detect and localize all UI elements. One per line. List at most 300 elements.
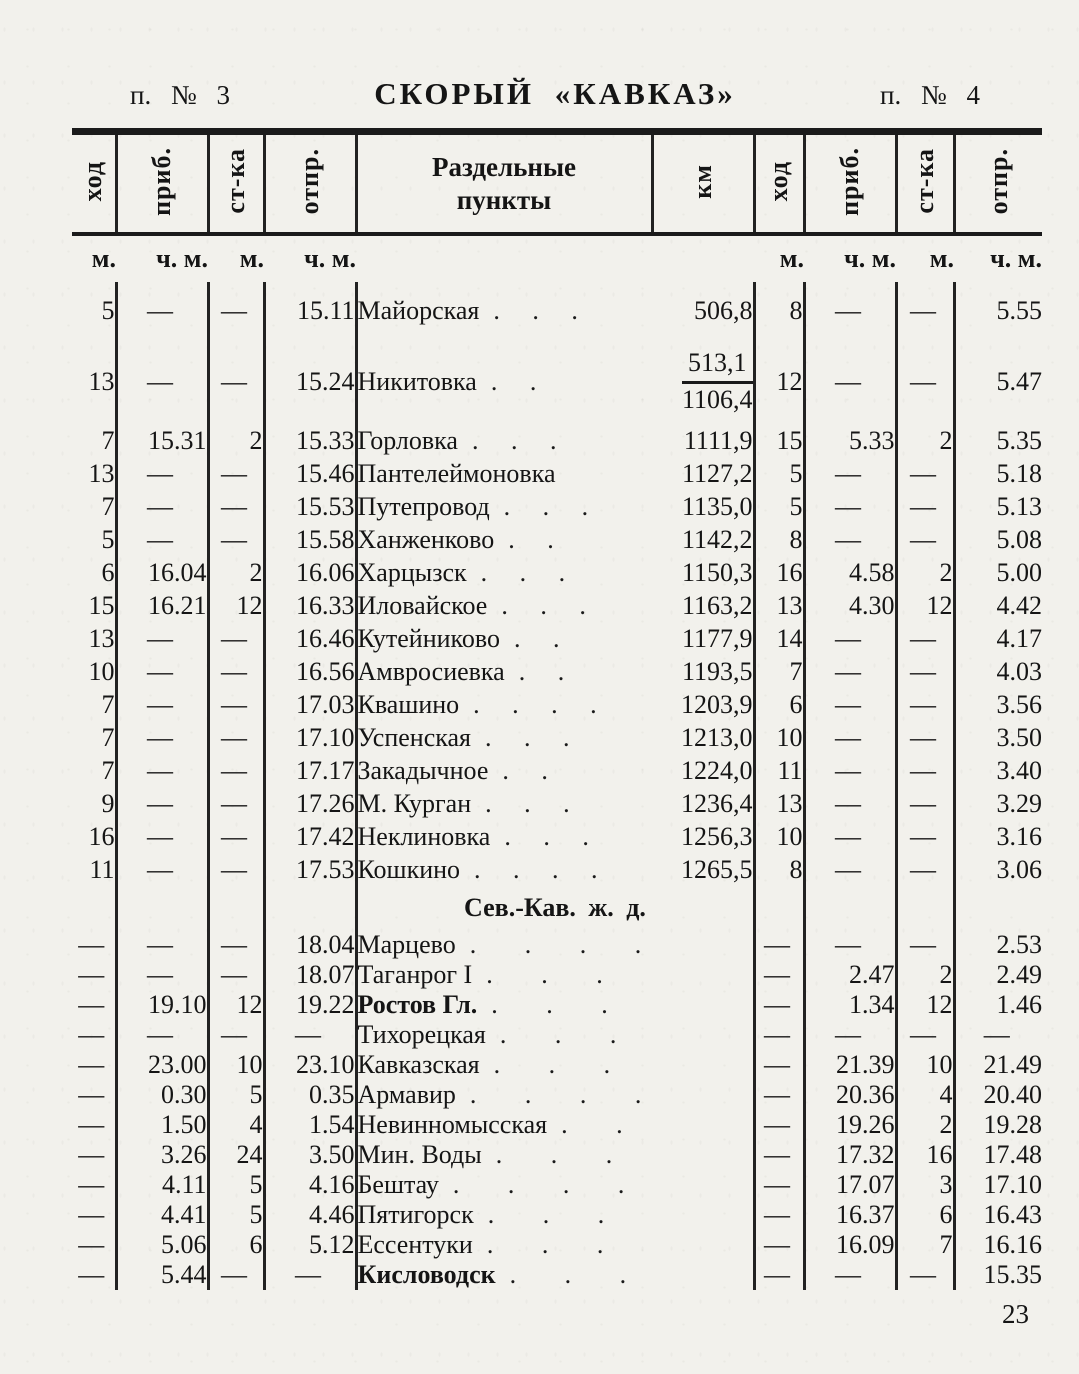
cell-run-left: —	[72, 1080, 116, 1110]
cell-empty	[754, 886, 804, 930]
cell-stop-left: —	[208, 787, 264, 820]
cell-departure-left: 16.33	[264, 589, 356, 622]
cell-run-left: 15	[72, 589, 116, 622]
col-header-run-left	[72, 135, 116, 234]
station-row	[72, 1170, 1042, 1200]
cell-arrival-right: —	[804, 340, 896, 424]
cell-km: 1193,5	[652, 655, 754, 688]
col-header-arrive-right	[804, 135, 896, 234]
cell-km: 1203,9	[652, 688, 754, 721]
cell-stop-left: 5	[208, 1200, 264, 1230]
cell-station-name	[356, 1110, 652, 1140]
cell-stop-left: 12	[208, 589, 264, 622]
station-row	[72, 622, 1042, 655]
cell-arrival-right: —	[804, 655, 896, 688]
cell-arrival-left: —	[116, 282, 208, 340]
cell-station-name	[356, 622, 652, 655]
cell-run-left: 5	[72, 523, 116, 556]
train-number-right: п. № 4	[880, 80, 980, 110]
station-row	[72, 990, 1042, 1020]
cell-stop-right: —	[896, 655, 954, 688]
stop-label: ст-ка	[910, 148, 939, 214]
cell-km: 1224,0	[652, 754, 754, 787]
station-name: Кисловодск	[357, 1260, 496, 1289]
cell-departure-right: 2.53	[996, 930, 1042, 959]
cell-run-right: —	[754, 1140, 804, 1170]
col-header-stop-right	[896, 135, 954, 234]
cell-departure-right: 19.28	[983, 1110, 1042, 1139]
cell-stop-left: —	[208, 688, 264, 721]
station-name: Кошкино	[357, 854, 461, 884]
cell-arrival-left: —	[116, 622, 208, 655]
cell-departure-left: 15.53	[264, 490, 356, 523]
cell-stop-left: 24	[208, 1140, 264, 1170]
cell-station-name	[356, 1020, 652, 1050]
cell-stop-left: —	[208, 754, 264, 787]
station-row	[72, 424, 1042, 457]
col-header-depart-right	[954, 135, 1042, 234]
cell-station-name	[356, 340, 652, 424]
station-row	[72, 721, 1042, 754]
station-row	[72, 589, 1042, 622]
cell-station-name	[356, 655, 652, 688]
cell-run-left: —	[72, 930, 116, 960]
cell-departure-right: 20.40	[983, 1080, 1042, 1109]
cell-arrival-left: 16.21	[116, 589, 208, 622]
cell-run-right: 12	[754, 340, 804, 424]
cell-km: 1150,3	[652, 556, 754, 589]
cell-stop-left: —	[208, 721, 264, 754]
cell-stop-left: —	[208, 853, 264, 886]
cell-run-left: 13	[72, 340, 116, 424]
cell-station-name	[356, 1140, 652, 1170]
cell-departure-right: 5.55	[996, 296, 1042, 325]
cell-stop-left: —	[208, 1260, 264, 1290]
cell-station-name	[356, 1170, 652, 1200]
cell-km	[652, 1170, 754, 1200]
cell-station-name	[356, 820, 652, 853]
cell-departure-right: 21.49	[983, 1050, 1042, 1079]
km-lower: 1106,4	[681, 385, 753, 414]
unit-arrive-right: ч. м.	[844, 244, 896, 273]
cell-km	[652, 1080, 754, 1110]
cell-empty	[116, 886, 208, 930]
arrive-label: приб.	[147, 146, 176, 216]
leader-dots: . .	[561, 1110, 623, 1139]
cell-run-right: —	[754, 1260, 804, 1290]
station-name: Путепровод	[357, 491, 490, 521]
station-row	[72, 930, 1042, 960]
cell-departure-left: 16.56	[264, 655, 356, 688]
units-row	[72, 234, 1042, 282]
cell-station-name	[356, 589, 652, 622]
cell-arrival-right: 2.47	[804, 960, 896, 990]
cell-run-right: 7	[754, 655, 804, 688]
cell-departure-right: 17.10	[983, 1170, 1042, 1199]
station-name: Харцызск	[357, 557, 467, 587]
cell-stop-right: —	[896, 688, 954, 721]
cell-arrival-right: —	[804, 490, 896, 523]
station-row	[72, 787, 1042, 820]
run-label: ход	[764, 160, 793, 202]
cell-arrival-left: 15.31	[116, 424, 208, 457]
leader-dots: . . .	[484, 722, 570, 752]
cell-station-name	[356, 721, 652, 754]
cell-station-name	[356, 853, 652, 886]
cell-arrival-right: 17.07	[804, 1170, 896, 1200]
cell-run-right: —	[754, 990, 804, 1020]
cell-stop-left: —	[208, 820, 264, 853]
cell-arrival-left: 5.44	[116, 1260, 208, 1290]
cell-departure-left: 4.16	[264, 1170, 356, 1200]
cell-run-left: 7	[72, 424, 116, 457]
leader-dots: . . .	[480, 557, 566, 587]
cell-arrival-right: 1.34	[804, 990, 896, 1020]
cell-arrival-right: 17.32	[804, 1140, 896, 1170]
leader-dots: . .	[513, 623, 560, 653]
cell-departure-left: 0.35	[264, 1080, 356, 1110]
run-label: ход	[78, 160, 108, 202]
station-name: Ессентуки	[357, 1230, 473, 1259]
cell-run-left: —	[72, 1050, 116, 1080]
unit-stop-left: м.	[239, 244, 264, 273]
cell-arrival-right: —	[804, 1260, 896, 1290]
cell-run-left: —	[72, 1110, 116, 1140]
unit-spacer	[356, 234, 652, 282]
cell-departure-right: 5.35	[996, 425, 1042, 455]
cell-departure-left: 16.46	[264, 622, 356, 655]
cell-station-name	[356, 787, 652, 820]
station-row	[72, 282, 1042, 340]
cell-arrival-left: —	[116, 820, 208, 853]
cell-stop-right: 10	[896, 1050, 954, 1080]
cell-stop-left: —	[208, 282, 264, 340]
cell-km	[652, 1050, 754, 1080]
cell-run-left: —	[72, 1170, 116, 1200]
cell-departure-left: 17.42	[264, 820, 356, 853]
cell-km: 1265,5	[652, 853, 754, 886]
unit-arrive-left: ч. м.	[156, 244, 208, 273]
cell-stop-left: 2	[208, 424, 264, 457]
cell-run-left: 7	[72, 688, 116, 721]
cell-station-name	[356, 990, 652, 1020]
station-name: Квашино	[357, 689, 460, 719]
cell-departure-right: 4.42	[996, 590, 1042, 620]
cell-station-name	[356, 754, 652, 787]
station-name: Таганрог I	[357, 960, 473, 989]
cell-km	[652, 1260, 754, 1290]
top-rule	[72, 128, 1042, 135]
station-name: Майорская	[357, 296, 480, 325]
cell-arrival-left: 4.11	[116, 1170, 208, 1200]
cell-stop-right: —	[896, 853, 954, 886]
cell-departure-left: 15.46	[264, 457, 356, 490]
cell-stop-right: —	[896, 490, 954, 523]
cell-station-name	[356, 457, 652, 490]
cell-departure-left: 17.26	[264, 787, 356, 820]
cell-departure-right: 3.56	[996, 689, 1042, 719]
leader-dots: . . .	[493, 1050, 611, 1079]
col-header-stations	[356, 135, 652, 234]
cell-km: 1236,4	[652, 787, 754, 820]
leader-dots: . . .	[493, 296, 578, 325]
station-row	[72, 1230, 1042, 1260]
cell-arrival-left: —	[116, 457, 208, 490]
cell-stop-right: 2	[896, 1110, 954, 1140]
cell-run-left: 16	[72, 820, 116, 853]
cell-run-right: 14	[754, 622, 804, 655]
cell-arrival-right: —	[804, 754, 896, 787]
station-row	[72, 523, 1042, 556]
cell-arrival-left: —	[116, 688, 208, 721]
cell-arrival-right: —	[804, 523, 896, 556]
cell-departure-right: 3.50	[996, 722, 1042, 752]
station-name: Никитовка	[357, 367, 477, 396]
cell-departure-left: 15.33	[264, 424, 356, 457]
cell-arrival-right: 4.58	[804, 556, 896, 589]
section-label: Сев.-Кав. ж. д.	[356, 886, 754, 930]
cell-departure-left: 23.10	[264, 1050, 356, 1080]
stop-label: ст-ка	[221, 148, 250, 214]
cell-station-name	[356, 1080, 652, 1110]
leader-dots: . . .	[491, 990, 608, 1019]
cell-station-name	[356, 1230, 652, 1260]
cell-run-left: 7	[72, 721, 116, 754]
station-row	[72, 960, 1042, 990]
cell-run-left: 7	[72, 490, 116, 523]
cell-run-left: —	[72, 1200, 116, 1230]
station-row	[72, 820, 1042, 853]
cell-km: 1142,2	[652, 523, 754, 556]
cell-station-name	[356, 523, 652, 556]
cell-departure-right: 16.43	[983, 1200, 1042, 1229]
cell-departure-left: 4.46	[264, 1200, 356, 1230]
cell-km	[652, 930, 754, 960]
cell-departure-right: 3.40	[996, 755, 1042, 785]
cell-km: 1177,9	[652, 622, 754, 655]
cell-stop-right: —	[896, 523, 954, 556]
cell-stop-right: 16	[896, 1140, 954, 1170]
cell-stop-left: 6	[208, 1230, 264, 1260]
cell-stop-left: —	[208, 655, 264, 688]
cell-stop-right: —	[896, 820, 954, 853]
cell-km	[652, 1140, 754, 1170]
timetable-body	[72, 282, 1042, 1290]
cell-departure-left: 15.11	[264, 282, 356, 340]
cell-arrival-left: —	[116, 960, 208, 990]
station-name: Успенская	[357, 722, 471, 752]
station-row	[72, 688, 1042, 721]
cell-run-right: —	[754, 930, 804, 960]
page-title: СКОРЫЙ «КАВКАЗ»	[374, 76, 736, 111]
arrive-label: приб.	[835, 146, 864, 216]
cell-arrival-right: 21.39	[804, 1050, 896, 1080]
station-name: Неклиновка	[357, 821, 491, 851]
cell-arrival-left: —	[116, 655, 208, 688]
station-name: Горловка	[357, 425, 458, 455]
cell-stop-left: —	[208, 457, 264, 490]
cell-run-right: 8	[754, 282, 804, 340]
cell-arrival-left: 16.04	[116, 556, 208, 589]
cell-arrival-left: 19.10	[116, 990, 208, 1020]
cell-arrival-right: —	[804, 721, 896, 754]
cell-run-right: 11	[754, 754, 804, 787]
station-name: Кутейниково	[357, 623, 500, 653]
cell-arrival-right: —	[804, 282, 896, 340]
cell-station-name	[356, 1260, 652, 1290]
cell-km	[652, 1020, 754, 1050]
cell-run-right: —	[754, 1020, 804, 1050]
station-row	[72, 1260, 1042, 1290]
unit-run-left: м.	[91, 244, 116, 273]
cell-run-left: 10	[72, 655, 116, 688]
cell-stop-left: —	[208, 490, 264, 523]
cell-km: 1163,2	[652, 589, 754, 622]
station-name: Ханженково	[357, 524, 495, 554]
cell-stop-right: —	[896, 457, 954, 490]
cell-stop-right: 2	[896, 960, 954, 990]
cell-arrival-left: 3.26	[116, 1140, 208, 1170]
cell-stop-left: 2	[208, 556, 264, 589]
cell-arrival-left: —	[116, 754, 208, 787]
cell-run-left: —	[72, 1230, 116, 1260]
station-row	[72, 1080, 1042, 1110]
cell-stop-left: 4	[208, 1110, 264, 1140]
cell-run-right: 5	[754, 457, 804, 490]
cell-arrival-left: —	[116, 853, 208, 886]
station-name: Невинномысская	[357, 1110, 548, 1139]
cell-run-right: 8	[754, 523, 804, 556]
cell-run-right: —	[754, 1080, 804, 1110]
cell-run-left: 7	[72, 754, 116, 787]
cell-stop-left: 5	[208, 1170, 264, 1200]
cell-departure-left: 1.54	[264, 1110, 356, 1140]
cell-departure-right: 3.06	[996, 854, 1042, 884]
cell-arrival-left: 0.30	[116, 1080, 208, 1110]
cell-departure-right: 3.29	[996, 788, 1042, 818]
cell-stop-left: —	[208, 1020, 264, 1050]
cell-stop-right: —	[896, 787, 954, 820]
station-row	[72, 1200, 1042, 1230]
cell-stop-right: —	[896, 754, 954, 787]
cell-km: 1256,3	[652, 820, 754, 853]
cell-run-right: —	[754, 1170, 804, 1200]
cell-empty	[954, 886, 1042, 930]
cell-empty	[208, 886, 264, 930]
leader-dots: . . . .	[469, 930, 642, 959]
col-header-arrive-left	[116, 135, 208, 234]
cell-departure-right: 5.13	[996, 491, 1042, 521]
cell-arrival-right: —	[804, 853, 896, 886]
col-header-depart-left	[264, 135, 356, 234]
unit-run-right: м.	[779, 244, 804, 273]
cell-run-left: 5	[72, 282, 116, 340]
cell-departure-right: 1.46	[996, 990, 1042, 1019]
cell-km: 1111,9	[652, 424, 754, 457]
leader-dots: . . . .	[469, 1080, 642, 1109]
cell-departure-right: 4.03	[996, 656, 1042, 686]
cell-departure-right: —	[983, 1020, 1010, 1049]
cell-departure-left: 17.17	[264, 754, 356, 787]
cell-departure-left: 17.10	[264, 721, 356, 754]
cell-run-right: 5	[754, 490, 804, 523]
leader-dots: . . .	[486, 1230, 604, 1259]
cell-departure-right: 15.35	[983, 1260, 1042, 1289]
cell-run-right: 13	[754, 787, 804, 820]
station-row	[72, 754, 1042, 787]
cell-run-right: 10	[754, 820, 804, 853]
timetable	[72, 135, 1042, 1290]
cell-stop-right: —	[896, 721, 954, 754]
cell-run-left: —	[72, 1140, 116, 1170]
cell-km	[652, 1230, 754, 1260]
cell-departure-left: 17.53	[264, 853, 356, 886]
leader-dots: . . .	[504, 821, 589, 851]
cell-stop-left: —	[208, 523, 264, 556]
cell-departure-left: —	[264, 1260, 356, 1290]
depart-label: отпр.	[983, 147, 1013, 215]
cell-departure-right: 16.16	[983, 1230, 1042, 1259]
cell-departure-left: 15.24	[264, 340, 356, 424]
stations-label-line2: пункты	[456, 184, 552, 215]
cell-run-right: 13	[754, 589, 804, 622]
cell-stop-right: 6	[896, 1200, 954, 1230]
station-row	[72, 490, 1042, 523]
station-name: Иловайское	[357, 590, 488, 620]
station-name: Ростов Гл.	[357, 990, 478, 1019]
cell-arrival-left: 23.00	[116, 1050, 208, 1080]
cell-departure-right: 4.17	[996, 623, 1042, 653]
cell-run-left: —	[72, 960, 116, 990]
station-name: Бештау	[357, 1170, 439, 1199]
leader-dots: . .	[508, 524, 554, 554]
cell-stop-right: 2	[896, 424, 954, 457]
station-name: Амвросиевка	[357, 656, 505, 686]
cell-arrival-right: 19.26	[804, 1110, 896, 1140]
col-header-km	[652, 135, 754, 234]
leader-dots: . . . .	[473, 689, 597, 719]
cell-station-name	[356, 1050, 652, 1080]
unit-spacer	[652, 234, 754, 282]
cell-stop-right: 3	[896, 1170, 954, 1200]
cell-run-left: —	[72, 990, 116, 1020]
cell-departure-left: 18.07	[264, 960, 356, 990]
cell-run-right: —	[754, 1230, 804, 1260]
station-row	[72, 1140, 1042, 1170]
station-name: Пятигорск	[357, 1200, 474, 1229]
cell-arrival-right: 4.30	[804, 589, 896, 622]
cell-stop-right: 12	[896, 990, 954, 1020]
cell-stop-right: —	[896, 622, 954, 655]
cell-arrival-right: 16.09	[804, 1230, 896, 1260]
cell-arrival-left: —	[116, 787, 208, 820]
cell-stop-right: —	[896, 340, 954, 424]
cell-empty	[72, 886, 116, 930]
cell-stop-left: —	[208, 960, 264, 990]
cell-arrival-left: 4.41	[116, 1200, 208, 1230]
cell-stop-left: 10	[208, 1050, 264, 1080]
cell-empty	[264, 886, 356, 930]
leader-dots: . . . .	[474, 854, 598, 884]
cell-run-left: 13	[72, 622, 116, 655]
cell-stop-right: 12	[896, 589, 954, 622]
stations-label-line1: Раздельные	[431, 152, 577, 183]
station-row	[72, 655, 1042, 688]
cell-km	[652, 1200, 754, 1230]
cell-run-right: 6	[754, 688, 804, 721]
cell-arrival-left: —	[116, 930, 208, 960]
cell-arrival-left: —	[116, 340, 208, 424]
